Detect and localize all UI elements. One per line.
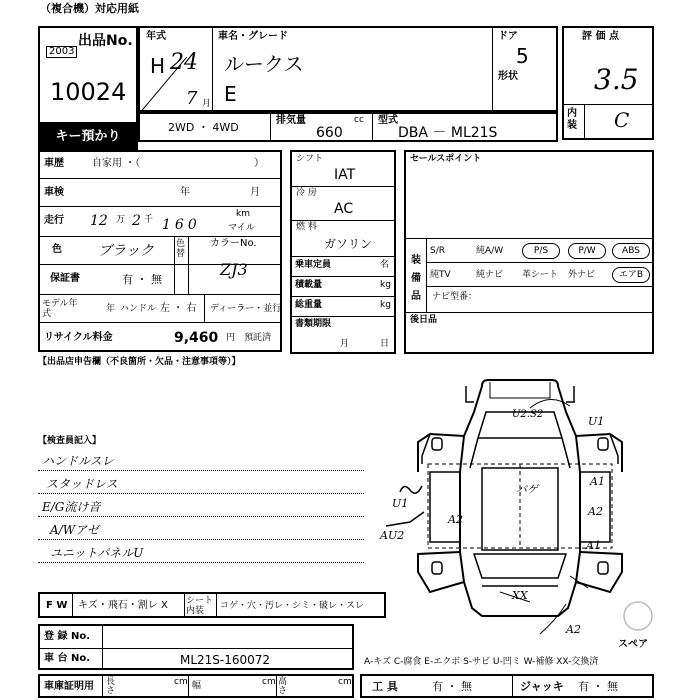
spec-row xyxy=(138,112,558,142)
registration-expiry-day: 日 xyxy=(380,339,390,349)
jack-label: ジャッキ xyxy=(520,680,564,693)
form-header: （複合機）対応用紙 xyxy=(40,2,139,15)
lot-label: 出品No. xyxy=(78,33,133,49)
capacity-unit-1: 名 xyxy=(380,260,390,270)
year-era: H xyxy=(150,54,166,78)
color-value: ブラック xyxy=(98,243,154,259)
garage-cert-label: 車庫証明用 xyxy=(44,681,94,692)
equipment-option: P/S xyxy=(522,243,560,259)
equipment-option: 革シート xyxy=(522,270,559,280)
seat-damage-options: コゲ・穴・汚レ・シミ・破レ・スレ xyxy=(220,601,365,611)
inspector-note: ハンドルスレ xyxy=(42,454,114,468)
chassis-no-label: 車 台 No. xyxy=(44,653,91,664)
drive-type: 2WD ・ 4WD xyxy=(168,121,239,134)
car-grade: E xyxy=(224,82,237,106)
capacity-unit-3: kg xyxy=(380,300,391,310)
model-year-year: 年 xyxy=(106,304,116,314)
ac-label: 冷 房 xyxy=(296,188,317,198)
fuel-label: 燃 料 xyxy=(296,222,317,232)
equipment-option: S/R xyxy=(430,246,445,256)
chassis-no-value: ML21S-160072 xyxy=(180,653,271,667)
year-month: 7 xyxy=(186,88,198,109)
warranty-label: 保証書 xyxy=(50,273,80,284)
damage-mark: A1 xyxy=(586,539,601,552)
history-close: ） xyxy=(254,158,264,169)
score-value: 3.5 xyxy=(594,63,639,96)
key-badge: キー預かり xyxy=(38,124,138,150)
length-label: 長さ xyxy=(106,677,116,696)
shift-value: IAT xyxy=(334,167,356,183)
mileage-man: 12 xyxy=(90,213,108,229)
capacity-unit-2: kg xyxy=(380,280,391,290)
inspector-label: 【検査員記入】 xyxy=(38,436,102,446)
damage-mark: A2 xyxy=(566,623,581,636)
mileage-unit-mile: マイル xyxy=(228,223,255,233)
fw-label: F W xyxy=(46,600,68,611)
capacity-label-3: 総重量 xyxy=(295,300,323,310)
spare-tire-icon xyxy=(624,602,652,630)
tools-row xyxy=(360,674,654,698)
mileage-man-unit: 万 xyxy=(116,215,126,225)
lot-stamp: 2003 xyxy=(46,46,77,58)
damage-mark: A1 xyxy=(590,475,605,488)
mileage-sen-unit: 千 xyxy=(144,215,154,225)
equipment-option: 外ナビ xyxy=(568,270,596,280)
mid-info-block xyxy=(290,150,396,354)
mileage-sen: 2 xyxy=(132,213,141,229)
inspection-month: 月 xyxy=(250,187,260,198)
repaint-label: 色替 xyxy=(176,239,186,259)
score-box xyxy=(562,26,654,140)
declaration-label: 【出品店申告欄（不良箇所・欠品・注意事項等）】 xyxy=(38,357,241,367)
spare-label: スペア xyxy=(618,639,648,650)
damage-mark: XX xyxy=(512,589,528,602)
width-unit: cm xyxy=(262,677,276,687)
height-unit: cm xyxy=(338,677,352,687)
color-code-label: カラーNo. xyxy=(210,238,257,249)
displacement-unit: cc xyxy=(354,115,364,125)
car-label: 車名・グレード xyxy=(218,31,288,42)
year-month-unit: 月 xyxy=(202,99,212,109)
inspection-label: 車検 xyxy=(44,187,64,198)
seat-interior-label: シート内装 xyxy=(186,596,214,616)
capacity-label-1: 乗車定員 xyxy=(295,260,332,270)
height-label: 高さ xyxy=(278,677,288,696)
fw-row xyxy=(38,592,386,618)
registration-block xyxy=(38,624,354,670)
year-label: 年式 xyxy=(146,31,166,42)
fuel-value: ガソリン xyxy=(324,237,373,251)
vehicle-info-block xyxy=(38,150,282,352)
damage-mark: U1 xyxy=(588,415,605,428)
damage-mark: AU2 xyxy=(380,529,405,542)
model-year-label: モデル年式 xyxy=(42,299,78,319)
warranty-options: 有 ・ 無 xyxy=(122,273,162,286)
score-label: 評 価 点 xyxy=(582,31,619,42)
registration-expiry-month: 月 xyxy=(340,339,350,349)
equipment-option: P/W xyxy=(568,243,606,259)
registration-no-label: 登 録 No. xyxy=(44,631,91,642)
length-unit: cm xyxy=(174,677,188,687)
equipment-option: 純TV xyxy=(430,270,451,280)
vehicle-header xyxy=(138,26,558,112)
lot-number: 10024 xyxy=(50,78,127,106)
doors-label: ドア xyxy=(498,31,518,42)
equipment-option: 純A/W xyxy=(476,246,504,256)
equipment-option: エアB xyxy=(612,267,650,283)
history-options: 自家用 ・（ xyxy=(92,158,141,169)
inspector-notes xyxy=(38,447,364,583)
dealer-options: ディーラー・並行 xyxy=(210,304,282,314)
mileage-unit-km: km xyxy=(236,209,250,219)
recycle-label: リサイクル料金 xyxy=(44,332,113,343)
mileage-rest: 160 xyxy=(162,217,201,233)
color-label: 色 xyxy=(52,244,62,255)
shift-label: シフト xyxy=(296,154,324,164)
lot-number-box xyxy=(38,26,138,124)
registration-expiry-label: 書類期限 xyxy=(295,319,332,329)
damage-mark: A2 xyxy=(448,513,463,526)
interior-value: C xyxy=(614,108,630,132)
mileage-label: 走行 xyxy=(44,215,64,226)
damage-legend: A-キズ C-腐食 E-エクボ S-サビ U-凹ミ W-補修 XX-交換済 xyxy=(364,657,599,667)
garage-cert-row xyxy=(38,674,354,698)
sales-point-label: セールスポイント xyxy=(410,154,482,164)
damage-mark: U1 xyxy=(392,497,409,510)
width-label: 幅 xyxy=(192,681,202,691)
inspector-note: スタッドレス xyxy=(46,477,118,491)
tools-options: 有 ・ 無 xyxy=(432,680,472,693)
recycle-value: 9,460 xyxy=(174,330,219,346)
ac-value: AC xyxy=(334,201,354,217)
damage-mark: A2 xyxy=(588,505,603,518)
inspector-note: E/G流け音 xyxy=(42,500,101,514)
tools-label: 工 具 xyxy=(372,680,398,693)
right-info-block xyxy=(404,150,654,354)
equipment-option: ABS xyxy=(612,243,650,259)
inspection-year: 年 xyxy=(180,187,190,198)
post-date-label: 後日品 xyxy=(410,315,438,325)
damage-mark: U2.S2 xyxy=(512,409,544,420)
handle-options: 左 ・ 右 xyxy=(160,303,197,314)
navi-model-label: ナビ型番： xyxy=(432,292,478,302)
damage-mark: バゲ xyxy=(516,483,538,496)
year-value: 24 xyxy=(170,50,198,75)
car-name: ルークス xyxy=(224,52,304,76)
inspector-note: ユニットパネルU xyxy=(50,546,144,560)
recycle-note: 預託済 xyxy=(244,333,272,343)
interior-label: 内装 xyxy=(567,108,577,131)
inspector-note: A/Wアゼ xyxy=(50,523,99,537)
model-label: 型式 xyxy=(378,115,398,126)
equipment-option: 純ナビ xyxy=(476,270,504,280)
handle-label: ハンドル xyxy=(120,304,157,314)
fw-damage-options: キズ・飛石・割レ X xyxy=(78,600,168,611)
doors-value: 5 xyxy=(516,44,529,68)
recycle-unit: 円 xyxy=(226,333,236,343)
history-label: 車歴 xyxy=(44,158,64,169)
displacement-value: 660 xyxy=(316,125,343,141)
jack-options: 有 ・ 無 xyxy=(578,680,618,693)
capacity-label-2: 積載量 xyxy=(295,280,323,290)
equipment-label: 装備品 xyxy=(411,255,421,302)
model-value: DBA － ML21S xyxy=(398,125,498,141)
shape-label: 形状 xyxy=(498,71,518,82)
displacement-label: 排気量 xyxy=(276,115,306,126)
color-code: ZJ3 xyxy=(220,260,248,279)
